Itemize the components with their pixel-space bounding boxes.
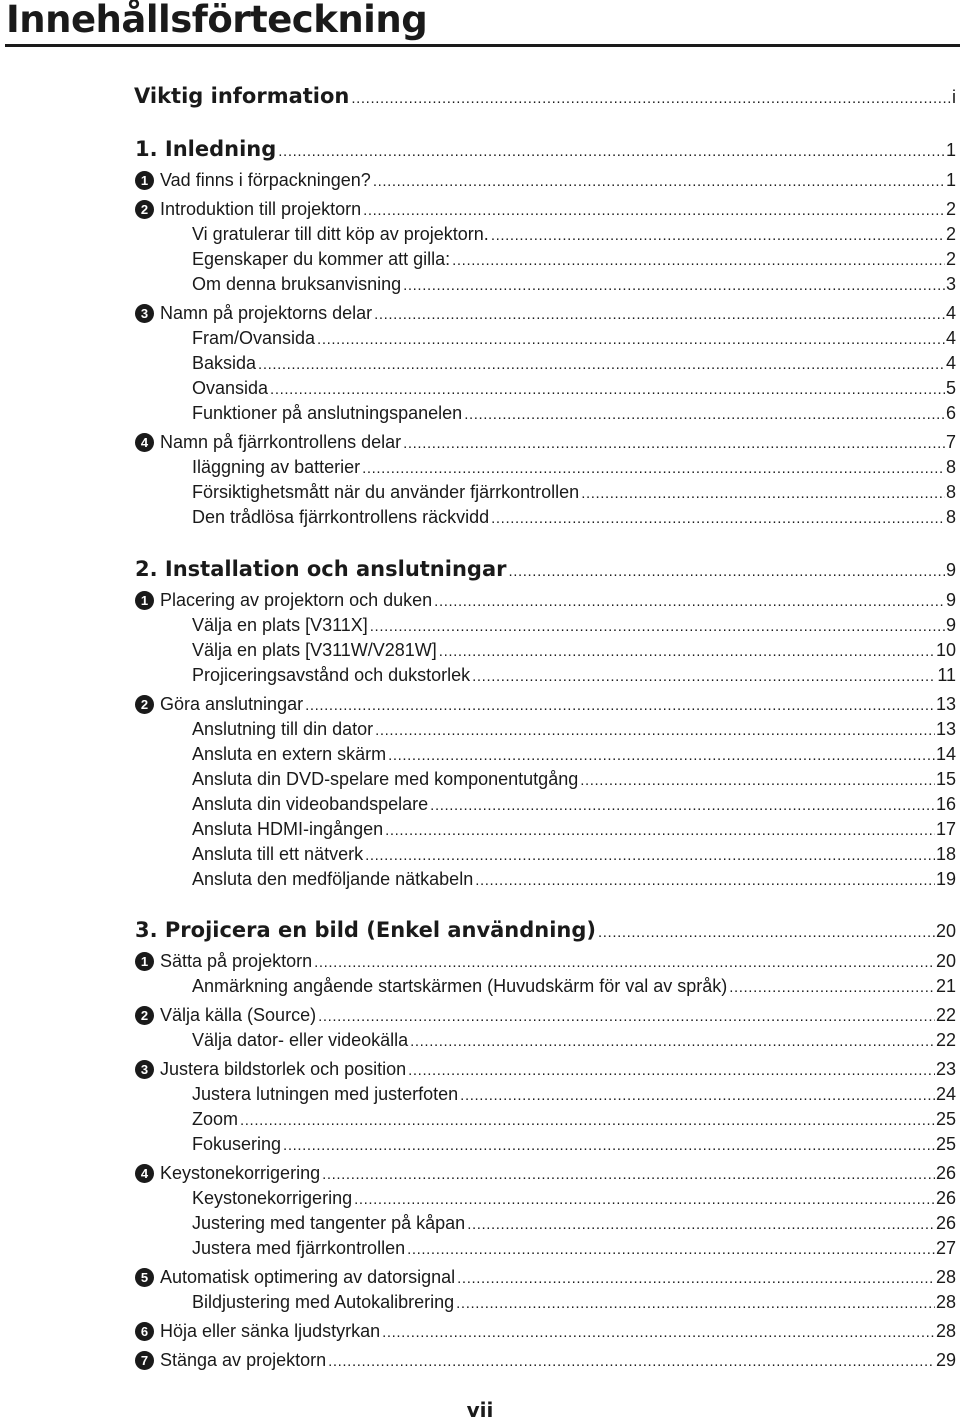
toc-entry-label: Viktig information	[134, 84, 350, 108]
toc-entry-label: Iläggning av batterier	[192, 457, 361, 477]
toc-entry-label: Justera med fjärrkontrollen	[192, 1238, 406, 1258]
toc-entry-label: Välja källa (Source)	[160, 1005, 317, 1025]
toc-entry-page: 28	[935, 1292, 956, 1312]
toc-entry-label: Fram/Ovansida	[192, 328, 316, 348]
toc-entry-label: Ansluta den medföljande nätkabeln	[192, 869, 474, 889]
dot-leader	[373, 173, 945, 190]
section-number-badge: 1	[135, 171, 154, 190]
toc-entry-label: 1. Inledning	[135, 137, 277, 161]
dot-leader	[403, 277, 945, 294]
dot-leader	[362, 460, 945, 477]
page-title: Innehållsförteckning	[6, 0, 428, 41]
toc-entry-label: Vad finns i förpackningen?	[160, 170, 371, 190]
toc-entry-page: 24	[935, 1084, 956, 1104]
dot-leader	[467, 1216, 935, 1233]
toc-entry-page: 8	[945, 507, 956, 527]
toc-entry-label: Ansluta din DVD-spelare med komponentutgång	[192, 769, 579, 789]
dot-leader	[354, 1191, 935, 1208]
toc-entry-label: Välja en plats [V311W/V281W]	[192, 640, 437, 660]
toc-entry[interactable]	[192, 353, 956, 374]
toc-entry-label: Anslutning till din dator	[192, 719, 374, 739]
page-number: vii	[466, 1398, 494, 1422]
section-number-badge: 4	[135, 1164, 154, 1183]
dot-leader	[434, 593, 945, 610]
toc-entry[interactable]	[192, 482, 956, 503]
toc-entry[interactable]	[192, 794, 956, 815]
toc-entry[interactable]	[135, 137, 956, 161]
toc-entry[interactable]	[135, 432, 956, 453]
toc-entry-page: 9	[945, 615, 956, 635]
dot-leader	[351, 90, 951, 107]
dot-leader	[598, 924, 935, 941]
toc-entry-page: 6	[945, 403, 956, 423]
section-number-badge: 3	[135, 304, 154, 323]
toc-entry-label: Namn på fjärrkontrollens delar	[160, 432, 402, 452]
toc-entry-page: 8	[945, 457, 956, 477]
toc-entry[interactable]	[135, 199, 956, 220]
toc-entry[interactable]	[192, 869, 956, 890]
toc-entry-label: Keystonekorrigering	[192, 1188, 353, 1208]
toc-entry-page: 9	[945, 560, 956, 580]
toc-entry-label: Den trådlösa fjärrkontrollens räckvidd	[192, 507, 490, 527]
toc-entry-page: 2	[945, 249, 956, 269]
toc-entry[interactable]	[135, 1350, 956, 1371]
toc-entry[interactable]	[135, 918, 956, 942]
toc-entry-label: Vi gratulerar till ditt köp av projektorn.	[192, 224, 489, 244]
toc-entry[interactable]	[192, 1109, 956, 1130]
toc-entry-page: 4	[945, 303, 956, 323]
toc-entry-page: 22	[935, 1005, 956, 1025]
dot-leader	[410, 1033, 935, 1050]
toc-entry[interactable]	[135, 1005, 956, 1026]
dot-leader	[452, 252, 945, 269]
toc-entry-page: 23	[935, 1059, 956, 1079]
toc-entry-page: 25	[935, 1134, 956, 1154]
toc-entry-label: 3. Projicera en bild (Enkel användning)	[135, 918, 597, 942]
dot-leader	[375, 722, 935, 739]
dot-leader	[278, 143, 945, 160]
toc-entry[interactable]	[192, 457, 956, 478]
dot-leader	[328, 1353, 935, 1370]
dot-leader	[317, 331, 945, 348]
dot-leader	[322, 1166, 935, 1183]
section-number-badge: 3	[135, 1060, 154, 1079]
dot-leader	[363, 202, 945, 219]
toc-entry-label: Ansluta en extern skärm	[192, 744, 387, 764]
toc-entry[interactable]	[192, 819, 956, 840]
dot-leader	[729, 979, 935, 996]
dot-leader	[240, 1112, 935, 1129]
toc-entry[interactable]	[192, 507, 956, 528]
toc-entry-page: 19	[935, 869, 956, 889]
toc-entry-label: Ansluta din videobandspelare	[192, 794, 429, 814]
toc-entry[interactable]	[192, 844, 956, 865]
toc-entry[interactable]	[192, 224, 956, 245]
section-number-badge: 5	[135, 1268, 154, 1287]
toc-entry[interactable]	[135, 1267, 956, 1288]
toc-entry-page: 29	[935, 1350, 956, 1370]
dot-leader	[472, 668, 936, 685]
title-divider	[5, 44, 960, 47]
toc-entry-label: Egenskaper du kommer att gilla:	[192, 249, 451, 269]
toc-entry[interactable]	[192, 249, 956, 270]
toc-entry[interactable]	[192, 769, 956, 790]
toc-entry-label: Namn på projektorns delar	[160, 303, 373, 323]
toc-entry[interactable]	[192, 403, 956, 424]
toc-entry-page: 20	[935, 951, 956, 971]
toc-entry[interactable]	[192, 640, 956, 661]
toc-entry-page: 8	[945, 482, 956, 502]
toc-entry-page: 27	[935, 1238, 956, 1258]
section-number-badge: 7	[135, 1351, 154, 1370]
dot-leader	[403, 435, 945, 452]
toc-entry-page: 3	[945, 274, 956, 294]
toc-entry-label: Fokusering	[192, 1134, 282, 1154]
toc-entry-label: Anmärkning angående startskärmen (Huvudskärm för val av språk)	[192, 976, 728, 996]
toc-entry-page: 2	[945, 224, 956, 244]
dot-leader	[318, 1008, 935, 1025]
toc-entry-label: Göra anslutningar	[160, 694, 304, 714]
section-number-badge: 1	[135, 952, 154, 971]
toc-entry-label: Sätta på projektorn	[160, 951, 313, 971]
dot-leader	[580, 772, 935, 789]
toc-entry-label: Placering av projektorn och duken	[160, 590, 433, 610]
toc-entry-page: 18	[935, 844, 956, 864]
toc-entry-label: Stänga av projektorn	[160, 1350, 327, 1370]
toc-entry-label: Justering med tangenter på kåpan	[192, 1213, 466, 1233]
toc-entry-page: 13	[935, 719, 956, 739]
toc-entry-label: Projiceringsavstånd och dukstorlek	[192, 665, 471, 685]
dot-leader	[430, 797, 935, 814]
dot-leader	[464, 406, 945, 423]
dot-leader	[408, 1062, 935, 1079]
toc-entry-page: 13	[935, 694, 956, 714]
toc-entry-page: 4	[945, 353, 956, 373]
toc-entry-label: Försiktighetsmått när du använder fjärrkontrollen	[192, 482, 580, 502]
dot-leader	[374, 306, 945, 323]
toc-entry[interactable]	[192, 719, 956, 740]
toc-entry[interactable]	[192, 1213, 956, 1234]
toc-entry-label: Funktioner på anslutningspanelen	[192, 403, 463, 423]
toc-entry[interactable]	[192, 1134, 956, 1155]
dot-leader	[370, 618, 945, 635]
toc-entry[interactable]	[192, 1238, 956, 1259]
toc-entry[interactable]	[192, 976, 956, 997]
toc-entry[interactable]	[135, 590, 956, 611]
toc-entry-page: 9	[945, 590, 956, 610]
toc-entry-page: 15	[935, 769, 956, 789]
dot-leader	[388, 747, 935, 764]
toc-entry-page: 28	[935, 1321, 956, 1341]
toc-entry-page: 26	[935, 1213, 956, 1233]
toc-entry-page: 25	[935, 1109, 956, 1129]
toc-entry-label: Justera lutningen med justerfoten	[192, 1084, 459, 1104]
toc-entry[interactable]	[192, 665, 956, 686]
dot-leader	[314, 954, 935, 971]
toc-entry-label: Om denna bruksanvisning	[192, 274, 402, 294]
dot-leader	[283, 1137, 935, 1154]
toc-entry[interactable]	[135, 694, 956, 715]
section-number-badge: 4	[135, 433, 154, 452]
toc-entry[interactable]	[135, 303, 956, 324]
toc-entry[interactable]	[135, 1059, 956, 1080]
toc-entry[interactable]	[135, 951, 956, 972]
toc-entry[interactable]	[192, 744, 956, 765]
dot-leader	[382, 1324, 935, 1341]
toc-entry-page: 26	[935, 1163, 956, 1183]
toc-entry-page: 7	[945, 432, 956, 452]
toc-entry-label: Zoom	[192, 1109, 239, 1129]
toc-entry-label: Höja eller sänka ljudstyrkan	[160, 1321, 381, 1341]
dot-leader	[460, 1087, 935, 1104]
dot-leader	[508, 563, 945, 580]
toc-entry[interactable]	[192, 615, 956, 636]
dot-leader	[457, 1270, 935, 1287]
section-number-badge: 1	[135, 591, 154, 610]
toc-entry-label: Bildjustering med Autokalibrering	[192, 1292, 455, 1312]
toc-entry[interactable]	[134, 84, 956, 108]
dot-leader	[475, 872, 935, 889]
toc-entry-page: i	[952, 87, 956, 107]
toc-entry[interactable]	[192, 1188, 956, 1209]
toc-entry-page: 1	[945, 140, 956, 160]
toc-entry-label: Ansluta HDMI-ingången	[192, 819, 384, 839]
dot-leader	[258, 356, 945, 373]
dot-leader	[365, 847, 935, 864]
toc-entry[interactable]	[192, 1292, 956, 1313]
toc-entry[interactable]	[192, 1084, 956, 1105]
dot-leader	[439, 643, 935, 660]
toc-entry[interactable]	[135, 557, 956, 581]
section-number-badge: 2	[135, 200, 154, 219]
toc-entry-label: Justera bildstorlek och position	[160, 1059, 407, 1079]
toc-entry-page: 22	[935, 1030, 956, 1050]
toc-entry-label: Välja dator- eller videokälla	[192, 1030, 409, 1050]
dot-leader	[407, 1241, 935, 1258]
dot-leader	[305, 697, 935, 714]
toc-entry-page: 26	[935, 1188, 956, 1208]
toc-entry-page: 21	[935, 976, 956, 996]
dot-leader	[581, 485, 945, 502]
section-number-badge: 6	[135, 1322, 154, 1341]
toc-entry[interactable]	[135, 1321, 956, 1342]
section-number-badge: 2	[135, 695, 154, 714]
toc-entry-page: 17	[935, 819, 956, 839]
toc-entry[interactable]	[192, 274, 956, 295]
toc-entry-label: Baksida	[192, 353, 257, 373]
toc-entry[interactable]	[135, 170, 956, 191]
toc-entry-page: 4	[945, 328, 956, 348]
toc-entry-label: Automatisk optimering av datorsignal	[160, 1267, 456, 1287]
toc-entry-label: 2. Installation och anslutningar	[135, 557, 507, 581]
toc-entry-page: 28	[935, 1267, 956, 1287]
toc-entry[interactable]	[192, 1030, 956, 1051]
toc-entry-label: Ovansida	[192, 378, 269, 398]
section-number-badge: 2	[135, 1006, 154, 1025]
dot-leader	[270, 381, 945, 398]
dot-leader	[491, 227, 945, 244]
toc-entry-label: Välja en plats [V311X]	[192, 615, 368, 635]
dot-leader	[385, 822, 935, 839]
toc-entry[interactable]	[192, 328, 956, 349]
toc-entry-page: 5	[945, 378, 956, 398]
toc-entry-page: 20	[935, 921, 956, 941]
toc-entry[interactable]	[192, 378, 956, 399]
dot-leader	[491, 510, 945, 527]
toc-entry[interactable]	[135, 1163, 956, 1184]
toc-entry-page: 11	[937, 665, 956, 685]
toc-entry-page: 10	[935, 640, 956, 660]
toc-entry-page: 16	[935, 794, 956, 814]
toc-entry-label: Ansluta till ett nätverk	[192, 844, 364, 864]
toc-entry-label: Introduktion till projektorn	[160, 199, 362, 219]
dot-leader	[456, 1295, 935, 1312]
toc-entry-label: Keystonekorrigering	[160, 1163, 321, 1183]
toc-entry-page: 1	[945, 170, 956, 190]
toc-entry-page: 2	[945, 199, 956, 219]
toc-entry-page: 14	[935, 744, 956, 764]
